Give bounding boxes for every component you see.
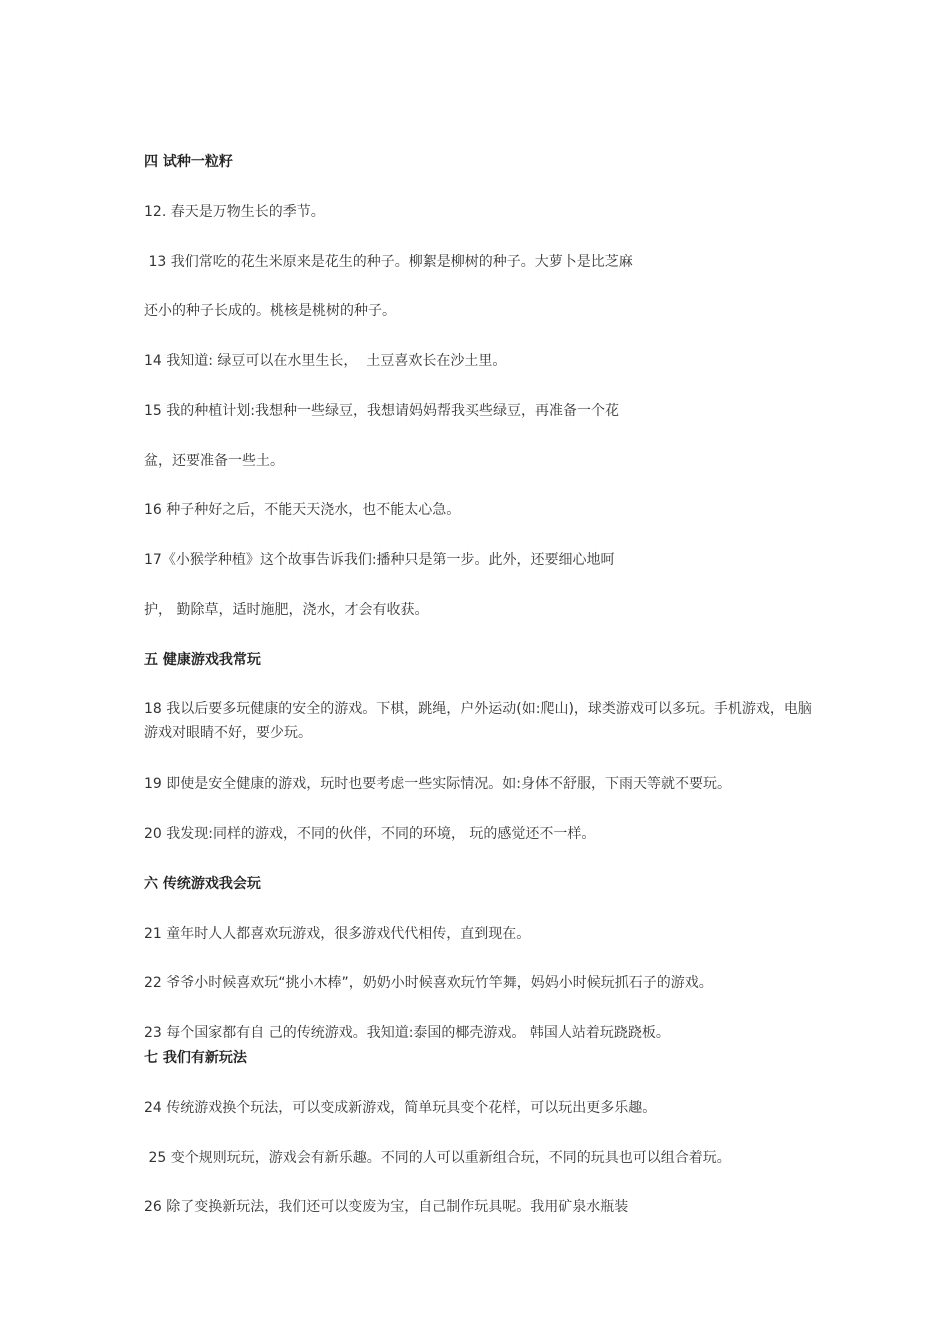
paragraph-21: 21 童年时人人都喜欢玩游戏，很多游戏代代相传，直到现在。 xyxy=(144,926,531,942)
paragraph-13: 13 我们常吃的花生米原来是花生的种子。柳絮是柳树的种子。大萝卜是比芝麻 xyxy=(144,254,633,270)
paragraph-16: 16 种子种好之后，不能天天浇水，也不能太心急。 xyxy=(144,502,461,518)
paragraph-23: 23 每个国家都有自 己的传统游戏。我知道:泰国的椰壳游戏。 韩国人站着玩跷跷板。 xyxy=(144,1025,670,1041)
paragraph-12: 12. 春天是万物生长的季节。 xyxy=(144,204,325,220)
paragraph-17: 17《小猴学种植》这个故事告诉我们:播种只是第一步。此外，还要细心地呵 xyxy=(144,552,615,568)
paragraph-19: 19 即使是安全健康的游戏，玩时也要考虑一些实际情况。如:身体不舒服，下雨天等就不要玩。 xyxy=(144,776,731,792)
paragraph-14: 14 我知道: 绿豆可以在水里生长， 土豆喜欢长在沙土里。 xyxy=(144,353,507,369)
paragraph-15-cont: 盆，还要准备一些土。 xyxy=(144,453,284,469)
paragraph-18: 18 我以后要多玩健康的安全的游戏。下棋，跳绳，户外运动(如:爬山)，球类游戏可以多玩。手机游戏，电脑游戏对眼睛不好，要少玩。 xyxy=(144,701,812,741)
paragraph-24: 24 传统游戏换个玩法，可以变成新游戏，简单玩具变个花样，可以玩出更多乐趣。 xyxy=(144,1100,657,1116)
section-heading-5: 五 健康游戏我常玩 xyxy=(144,652,261,668)
paragraph-22: 22 爷爷小时候喜欢玩“挑小木棒”，奶奶小时候喜欢玩竹竿舞，妈妈小时候玩抓石子的游戏。 xyxy=(144,975,713,991)
paragraph-13-cont: 还小的种子长成的。桃核是桃树的种子。 xyxy=(144,303,396,319)
section-heading-7: 七 我们有新玩法 xyxy=(144,1050,247,1066)
paragraph-17-cont: 护， 勤除草，适时施肥，浇水，才会有收获。 xyxy=(144,602,429,618)
paragraph-26: 26 除了变换新玩法，我们还可以变废为宝，自己制作玩具呢。我用矿泉水瓶装 xyxy=(144,1199,629,1215)
section-heading-6: 六 传统游戏我会玩 xyxy=(144,876,261,892)
section-heading-4: 四 试种一粒籽 xyxy=(144,154,233,170)
paragraph-25: 25 变个规则玩玩，游戏会有新乐趣。不同的人可以重新组合玩，不同的玩具也可以组合着玩。 xyxy=(144,1150,731,1166)
paragraph-15: 15 我的种植计划:我想种一些绿豆，我想请妈妈帮我买些绿豆，再准备一个花 xyxy=(144,403,619,419)
paragraph-20: 20 我发现:同样的游戏，不同的伙伴，不同的环境， 玩的感觉还不一样。 xyxy=(144,826,596,842)
